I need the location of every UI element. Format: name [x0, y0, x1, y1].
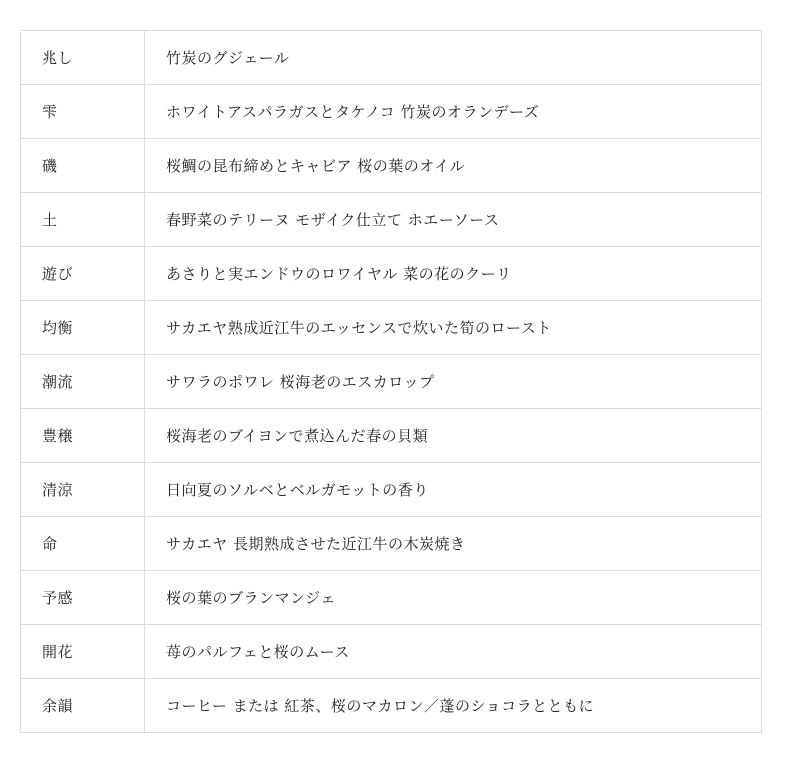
dish-description: 竹炭のグジェール: [166, 49, 290, 67]
course-name: 余韻: [21, 679, 145, 733]
table-row: [21, 517, 762, 571]
course-name: 磯: [21, 139, 145, 193]
course-name: 清涼: [21, 463, 145, 517]
table-row: [21, 409, 762, 463]
course-name: 雫: [21, 85, 145, 139]
dish-description: 桜鯛の昆布締めとキャビア 桜の葉のオイル: [166, 157, 466, 175]
course-name: 遊び: [21, 247, 145, 301]
dish-description: サカエヤ 長期熟成させた近江牛の木炭焼き: [166, 535, 466, 553]
dish-description: サカエヤ熟成近江牛のエッセンスで炊いた筍のロースト: [166, 319, 552, 337]
course-name: 豊穣: [21, 409, 145, 463]
table-row: [21, 31, 762, 85]
table-row: [21, 679, 762, 733]
course-name: 予感: [21, 571, 145, 625]
table-row: [21, 463, 762, 517]
table-row: [21, 85, 762, 139]
dish-description: 桜の葉のブランマンジェ: [166, 589, 336, 607]
table-row: [21, 193, 762, 247]
table-row: [21, 571, 762, 625]
dish-description: ホワイトアスパラガスとタケノコ 竹炭のオランデーズ: [166, 103, 540, 121]
dish-description: 苺のパルフェと桜のムース: [166, 643, 350, 661]
course-menu-table: [20, 30, 762, 733]
course-name: 潮流: [21, 355, 145, 409]
dish-description: 日向夏のソルベとベルガモットの香り: [166, 481, 429, 499]
course-name: 開花: [21, 625, 145, 679]
table-row: [21, 139, 762, 193]
table-row: [21, 247, 762, 301]
table-row: [21, 625, 762, 679]
dish-description: サワラのポワレ 桜海老のエスカロップ: [166, 373, 435, 391]
dish-description: 桜海老のブイヨンで煮込んだ春の貝類: [166, 427, 429, 445]
dish-description: あさりと実エンドウのロワイヤル 菜の花のクーリ: [166, 265, 512, 283]
course-name: 兆し: [21, 31, 145, 85]
table-row: [21, 301, 762, 355]
dish-description: コーヒー または 紅茶、桜のマカロン／蓬のショコラとともに: [166, 697, 595, 715]
table-row: [21, 355, 762, 409]
course-name: 命: [21, 517, 145, 571]
course-name: 均衡: [21, 301, 145, 355]
course-name: 土: [21, 193, 145, 247]
dish-description: 春野菜のテリーヌ モザイク仕立て ホエーソース: [166, 211, 500, 229]
